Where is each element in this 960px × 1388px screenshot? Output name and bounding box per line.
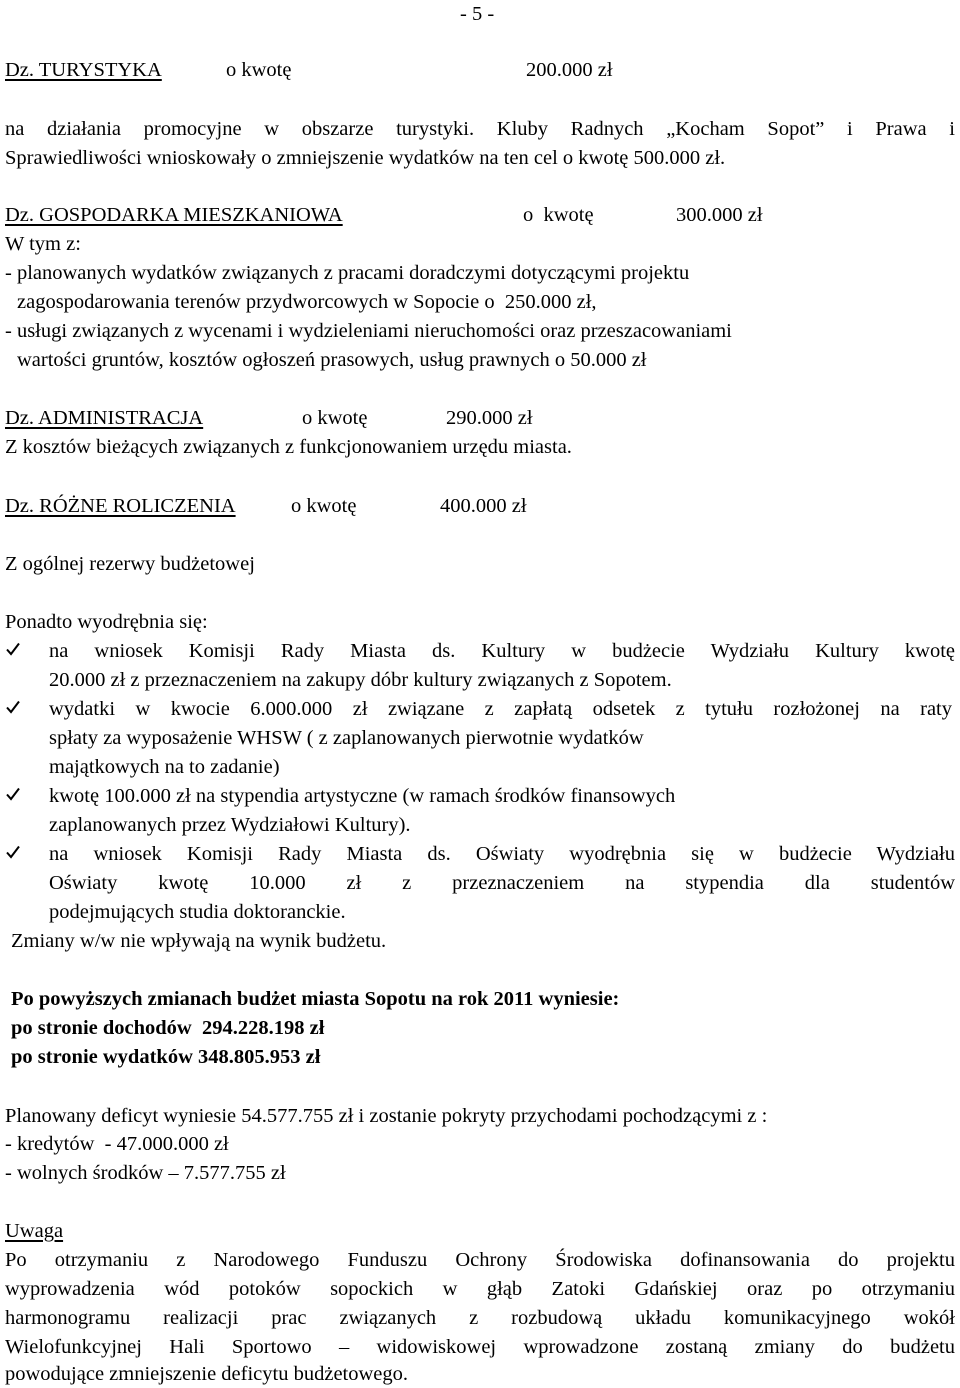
- turystyka-line-1: na działania promocyjne w obszarze turystyki. Kluby Radnych „Kocham Sopot” i Prawa i: [5, 118, 955, 140]
- section-administracja-amount: 290.000 zł: [446, 407, 533, 429]
- bullet-4-line-3: podejmujących studia doktoranckie.: [49, 901, 346, 923]
- summary-heading: Po powyższych zmianach budżet miasta Sopotu na rok 2011 wyniesie:: [11, 988, 620, 1010]
- gospodarka-item-1-line-2: zagospodarowania terenów przydworcowych w Sopocie o 250.000 zł,: [17, 291, 597, 313]
- uwaga-line-5: powodujące zmniejszenie deficytu budżetowego.: [5, 1363, 409, 1385]
- bullet-2-line-1: wydatki w kwocie 6.000.000 zł związane z zapłatą odsetek z tytułu rozłożonej na raty: [49, 698, 952, 720]
- administracja-line-1: Z kosztów bieżących związanych z funkcjonowaniem urzędu miasta.: [5, 436, 572, 458]
- section-gospodarka-title: Dz. GOSPODARKA MIESZKANIOWA: [5, 204, 343, 226]
- section-turystyka-amount: 200.000 zł: [526, 59, 613, 81]
- section-rozne-okwote: o kwotę: [291, 495, 357, 517]
- gospodarka-item-1-line-1: - planowanych wydatków związanych z pracami doradczymi dotyczącymi projektu: [5, 262, 690, 284]
- summary-expenses: po stronie wydatków 348.805.953 zł: [11, 1046, 321, 1068]
- deficit-line-2: - kredytów - 47.000.000 zł: [5, 1133, 229, 1155]
- section-rozne-title: Dz. RÓŻNE ROLICZENIA: [5, 495, 236, 517]
- deficit-line-1: Planowany deficyt wyniesie 54.577.755 zł i zostanie pokryty przychodami pochodzącymi z :: [5, 1105, 768, 1127]
- page-number: - 5 -: [460, 3, 495, 25]
- zmiany-note: Zmiany w/w nie wpływają na wynik budżetu.: [11, 930, 387, 952]
- gospodarka-item-2-line-1: - usługi związanych z wycenami i wydzieleniami nieruchomości oraz przeszacowaniami: [5, 320, 732, 342]
- uwaga-line-2: wyprowadzenia wód potoków sopockich w głąb Zatoki Gdańskiej oraz po otrzymaniu: [5, 1278, 955, 1300]
- checkmark-icon: [6, 642, 20, 656]
- uwaga-line-4: Wielofunkcyjnej Hali Sportowo – widowiskowej wprowadzone zostaną zmiany do budżetu: [5, 1336, 955, 1358]
- uwaga-line-1: Po otrzymaniu z Narodowego Funduszu Ochrony Środowiska dofinansowania do projektu: [5, 1249, 955, 1271]
- bullet-4-line-1: na wniosek Komisji Rady Miasta ds. Oświaty wyodrębnia się w budżecie Wydziału: [49, 843, 955, 865]
- bullet-3-line-2: zaplanowanych przez Wydziałowi Kultury).: [49, 814, 411, 836]
- section-gospodarka-amount: 300.000 zł: [676, 204, 763, 226]
- uwaga-line-3: harmonogramu realizacji prac związanych z rozbudową układu komunikacyjnego wokół: [5, 1307, 955, 1329]
- checkmark-icon: [6, 845, 20, 859]
- checkmark-icon: [6, 700, 20, 714]
- section-gospodarka-okwote: o kwotę: [523, 204, 594, 226]
- gospodarka-item-2-line-2: wartości gruntów, kosztów ogłoszeń prasowych, usług prawnych o 50.000 zł: [17, 349, 647, 371]
- bullet-2-line-3: majątkowych na to zadanie): [49, 756, 280, 778]
- bullet-3-line-1: kwotę 100.000 zł na stypendia artystyczne (w ramach środków finansowych: [49, 785, 676, 807]
- checkmark-icon: [6, 787, 20, 801]
- bullet-4-line-2: Oświaty kwotę 10.000 zł z przeznaczeniem na stypendia dla studentów: [49, 872, 955, 894]
- section-administracja-title: Dz. ADMINISTRACJA: [5, 407, 204, 429]
- section-turystyka-title: Dz. TURYSTYKA: [5, 59, 162, 81]
- turystyka-line-2: Sprawiedliwości wnioskowały o zmniejszenie wydatków na ten cel o kwotę 500.000 zł.: [5, 147, 726, 169]
- rozne-line-1: Z ogólnej rezerwy budżetowej: [5, 553, 255, 575]
- bullet-1-line-1: na wniosek Komisji Rady Miasta ds. Kultury w budżecie Wydziału Kultury kwotę: [49, 640, 955, 662]
- section-turystyka-okwote: o kwotę: [226, 59, 292, 81]
- gospodarka-wtym: W tym z:: [5, 233, 81, 255]
- bullet-2-line-2: spłaty za wyposażenie WHSW ( z zaplanowanych pierwotnie wydatków: [49, 727, 644, 749]
- summary-income: po stronie dochodów 294.228.198 zł: [11, 1017, 325, 1039]
- ponadto-heading: Ponadto wyodrębnia się:: [5, 611, 208, 633]
- section-rozne-amount: 400.000 zł: [440, 495, 527, 517]
- deficit-line-3: - wolnych środków – 7.577.755 zł: [5, 1162, 286, 1184]
- bullet-1-line-2: 20.000 zł z przeznaczeniem na zakupy dóbr kultury związanych z Sopotem.: [49, 669, 672, 691]
- section-administracja-okwote: o kwotę: [302, 407, 368, 429]
- uwaga-heading: Uwaga: [5, 1220, 64, 1242]
